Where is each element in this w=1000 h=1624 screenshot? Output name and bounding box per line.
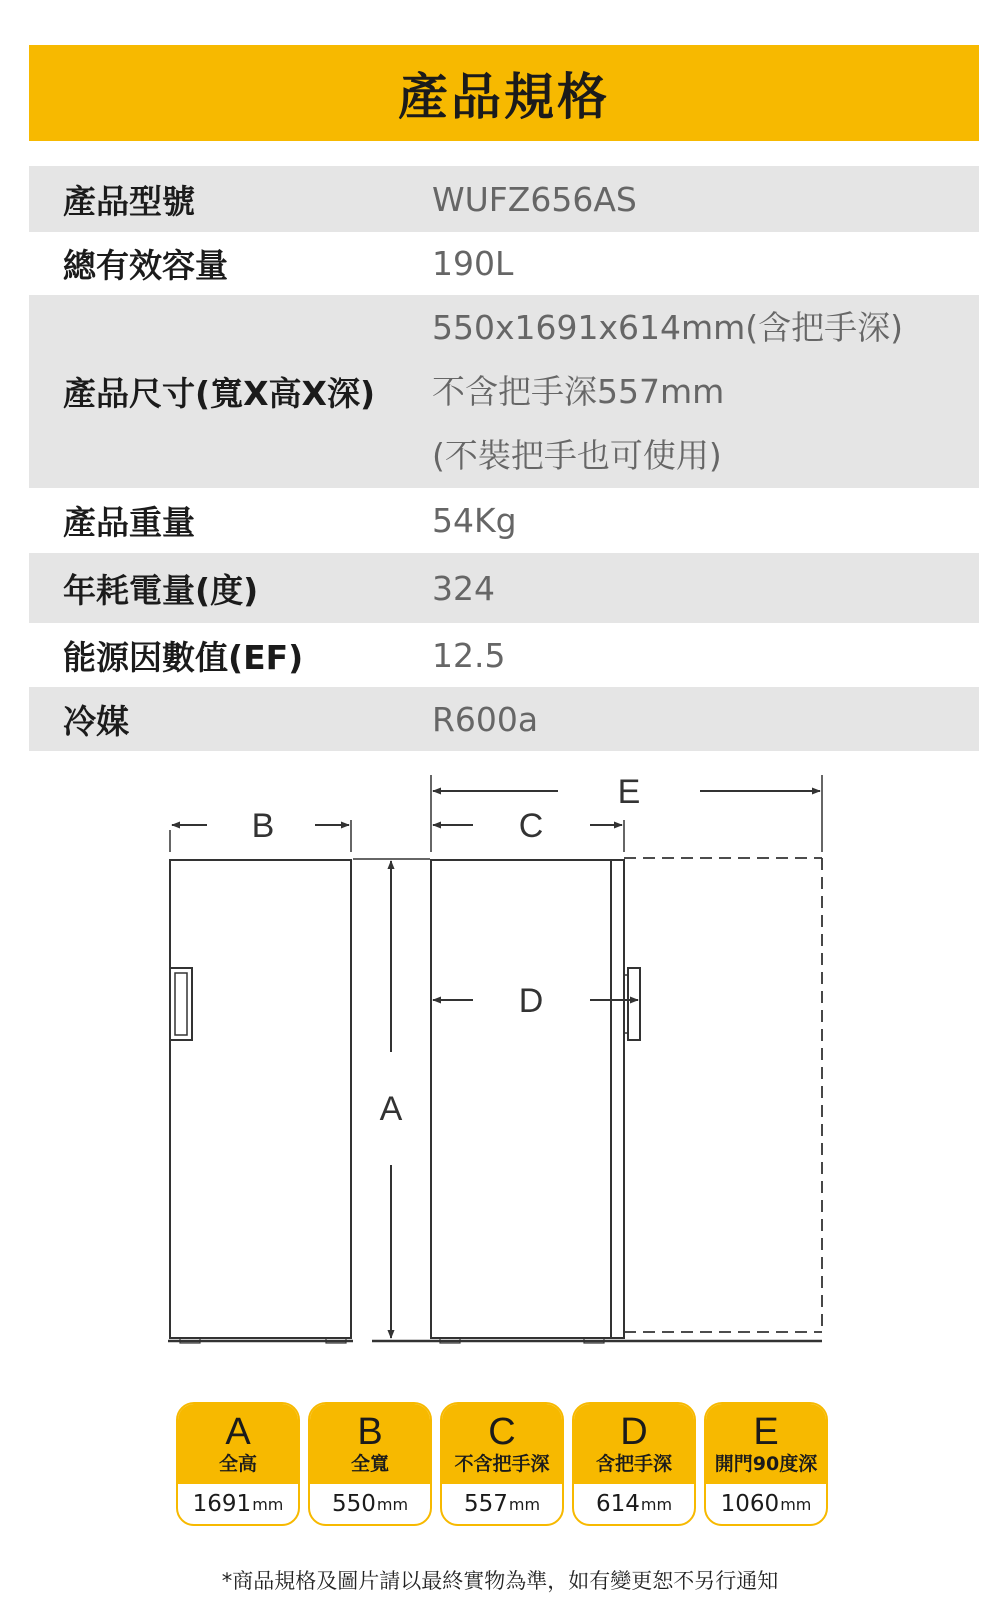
badge-value: 550 [331, 1491, 376, 1517]
spec-label: 產品重量 [63, 503, 195, 542]
badge-unit: mm [640, 1494, 673, 1514]
spec-row-dimensions [29, 295, 979, 488]
badge-label: 全寬 [350, 1453, 389, 1475]
spec-value: 190L [432, 244, 514, 283]
badge-value: 614 [595, 1491, 640, 1517]
spec-value: 54Kg [432, 501, 517, 540]
spec-row-refrigerant [29, 687, 979, 751]
spec-value: R600a [432, 699, 539, 739]
badge-letter: D [620, 1411, 648, 1453]
badge-label: 不含把手深 [454, 1453, 550, 1475]
badge-unit: mm [780, 1494, 812, 1514]
fridge-front-handle [170, 968, 192, 1040]
fridge-front-outline [170, 860, 351, 1338]
spec-label: 冷媒 [63, 701, 129, 741]
badge-value: 1060 [720, 1491, 780, 1517]
badge-letter: A [225, 1411, 251, 1453]
spec-value-line: 不含把手深557mm [432, 371, 725, 411]
spec-value-line: 550x1691x614mm(含把手深) [432, 307, 904, 347]
badge-letter: B [357, 1411, 383, 1453]
badge-unit: mm [252, 1494, 284, 1514]
dimension-badge-e [704, 1402, 828, 1526]
badge-value: 1691 [192, 1491, 252, 1517]
spec-row-weight [29, 488, 979, 553]
page-title: 產品規格 [398, 68, 610, 126]
spec-label: 產品尺寸(寬X高X深) [63, 374, 376, 413]
spec-label: 總有效容量 [63, 246, 228, 285]
spec-value: WUFZ656AS [432, 179, 637, 219]
spec-row-ef [29, 623, 979, 687]
badge-label: 開門90度深 [714, 1453, 818, 1475]
spec-value-line: (不裝把手也可使用) [432, 435, 722, 475]
diagram-label-e: E [617, 773, 641, 811]
title-banner [29, 45, 979, 141]
spec-row-capacity [29, 232, 979, 295]
spec-row-energy [29, 553, 979, 623]
spec-value [432, 296, 979, 488]
dimension-badges [176, 1402, 828, 1526]
badge-letter: C [488, 1411, 516, 1453]
spec-value: 324 [432, 568, 495, 608]
disclaimer-note: *商品規格及圖片請以最終實物為準，如有變更恕不另行通知 [221, 1569, 779, 1593]
badge-value: 557 [463, 1491, 508, 1517]
diagram-label-d: D [518, 982, 544, 1020]
diagram-label-c: C [518, 807, 544, 845]
dimension-diagram [0, 760, 1000, 1360]
spec-label: 產品型號 [63, 181, 195, 221]
spec-value: 12.5 [432, 635, 506, 675]
dimension-badge-d [572, 1402, 696, 1526]
dimension-badge-c [440, 1402, 564, 1526]
fridge-side-handle [628, 968, 640, 1040]
spec-label: 能源因數值(EF) [63, 637, 304, 677]
diagram-label-a: A [379, 1090, 403, 1128]
spec-table [29, 166, 979, 751]
diagram-label-b: B [251, 807, 275, 845]
spec-label: 年耗電量(度) [63, 570, 259, 610]
fridge-side-door [611, 860, 624, 1338]
dimension-badge-b [308, 1402, 432, 1526]
badge-unit: mm [376, 1494, 409, 1514]
badge-letter: E [753, 1411, 779, 1453]
badge-label: 全高 [218, 1453, 257, 1475]
badge-unit: mm [508, 1494, 541, 1514]
spec-row-model [29, 166, 979, 232]
fridge-side-outline [431, 860, 611, 1338]
badge-label: 含把手深 [595, 1453, 672, 1475]
dimension-badge-a [176, 1402, 300, 1526]
